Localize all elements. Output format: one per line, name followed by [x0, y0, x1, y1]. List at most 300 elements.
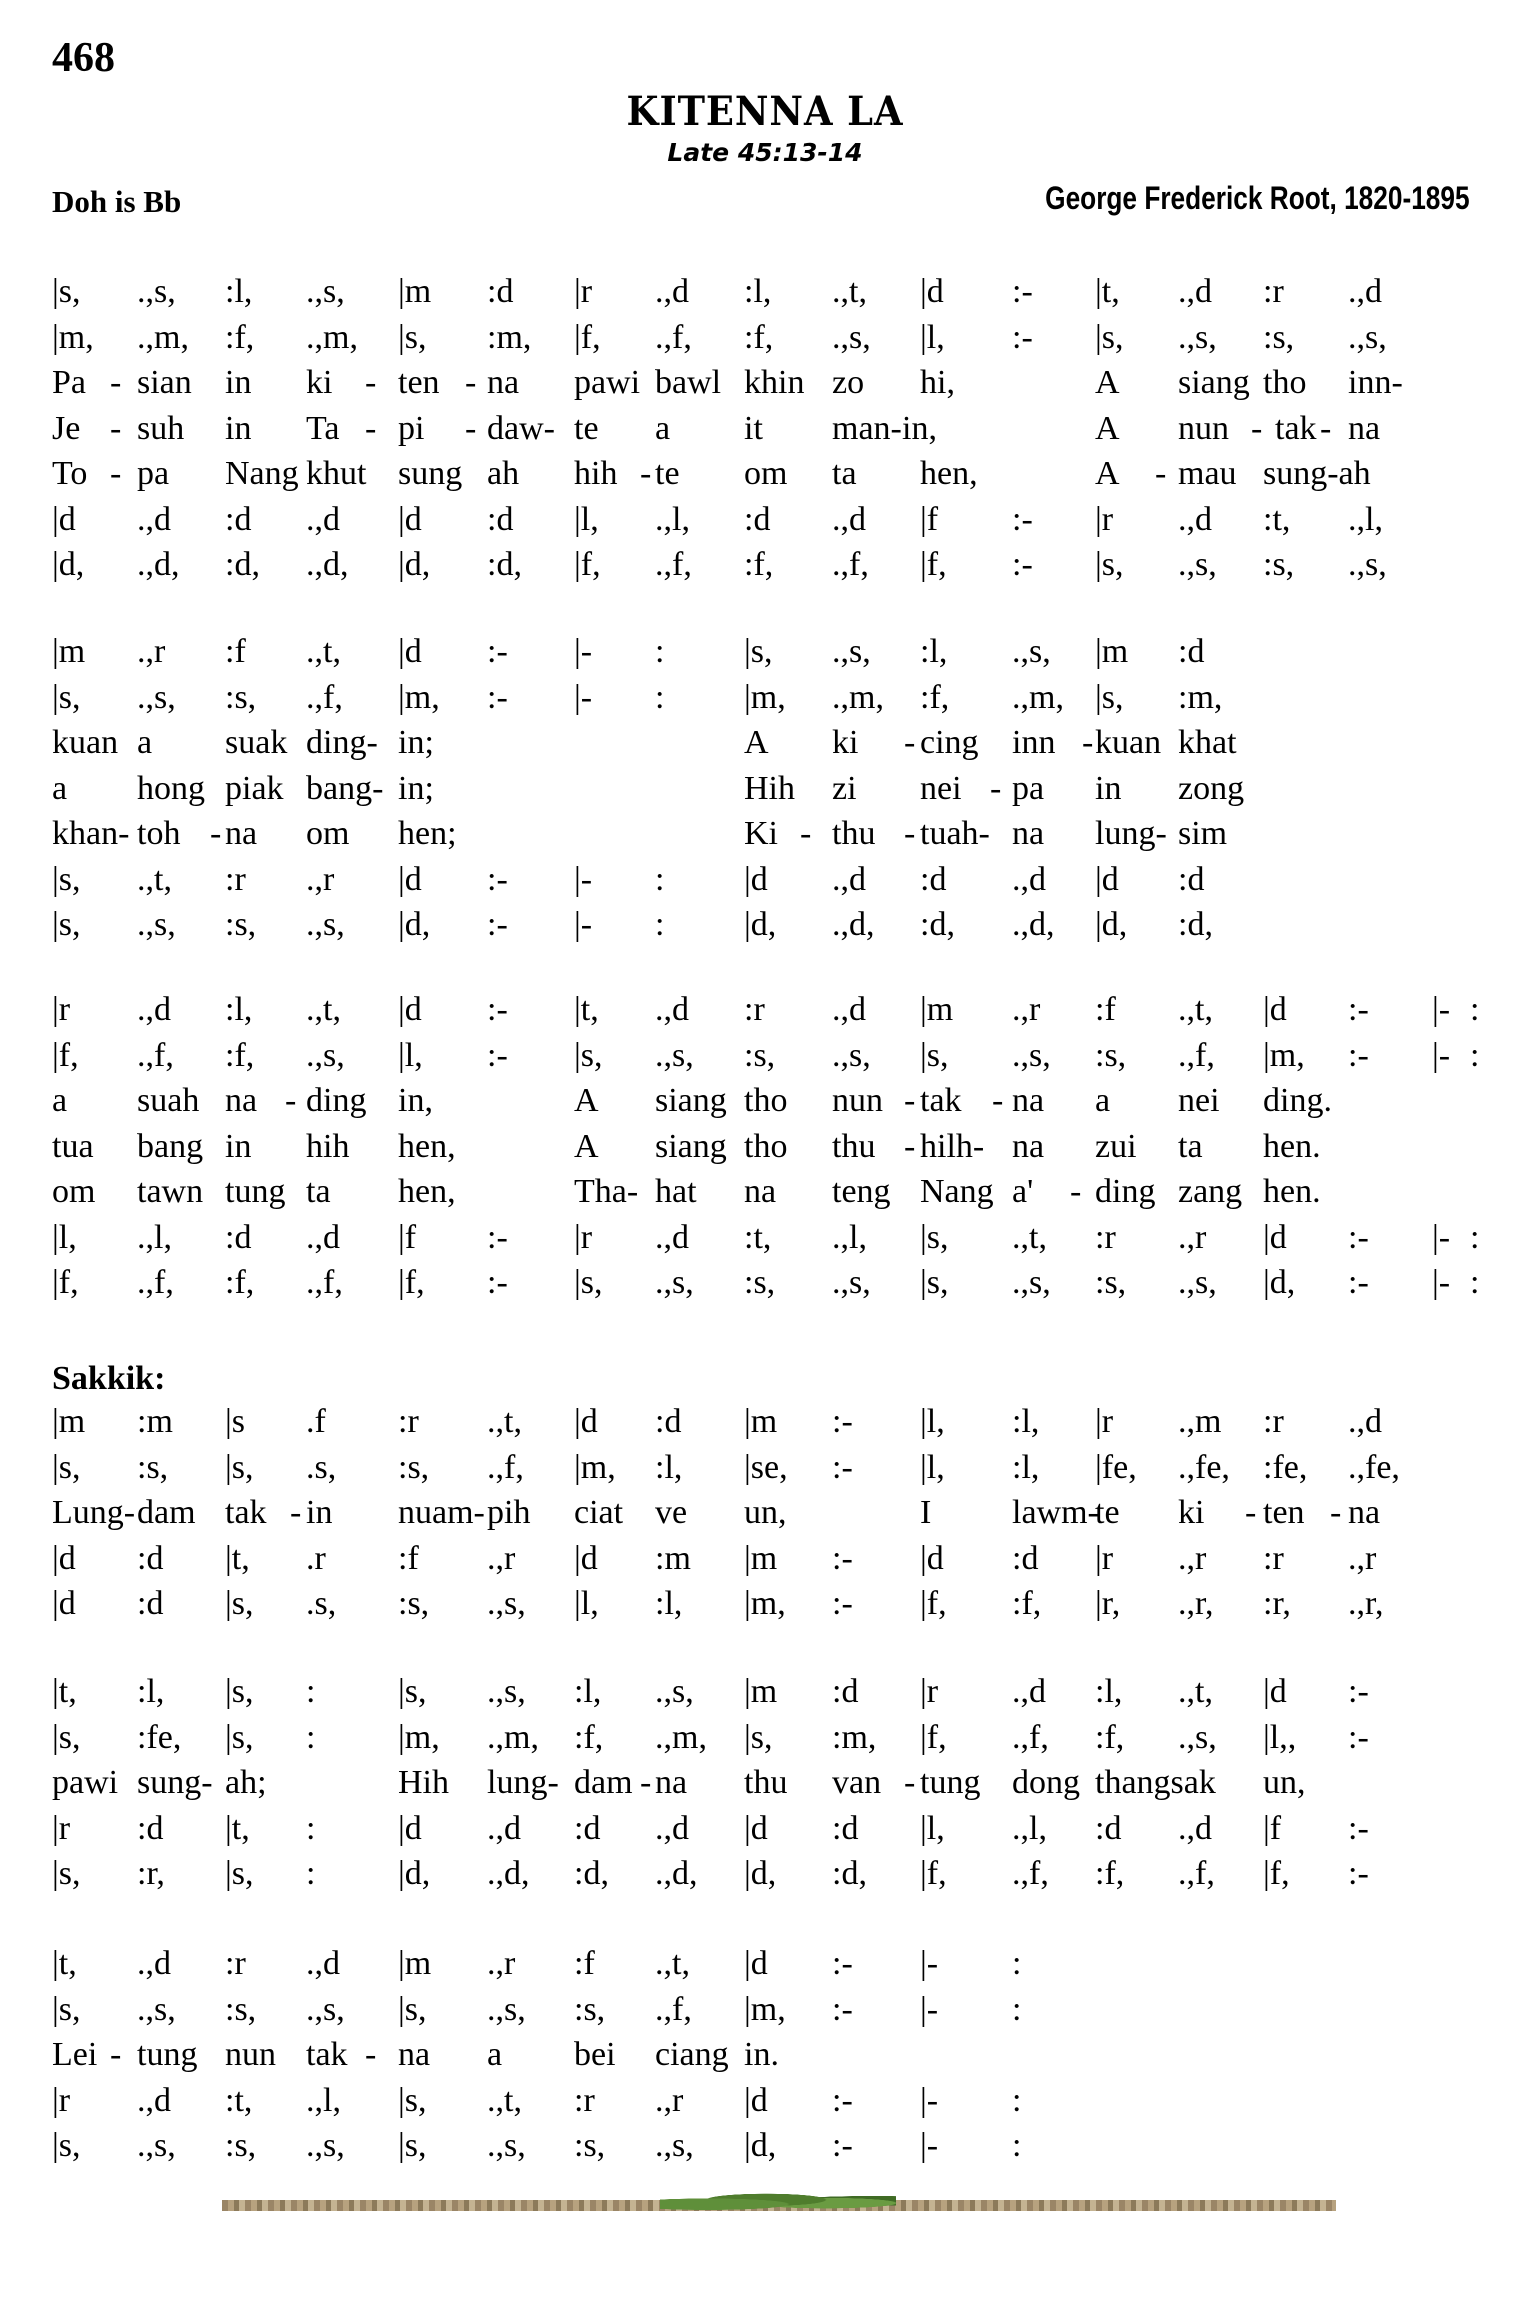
lyric-syllable: na: [1012, 1082, 1045, 1119]
solfa-note: :m,: [487, 318, 532, 356]
solfa-note: :s,: [398, 1448, 430, 1486]
lyric-syllable: na: [487, 364, 520, 401]
solfa-note: |m: [744, 1673, 778, 1710]
lyric-syllable: mau: [1178, 455, 1237, 492]
lyric-syllable: -: [110, 409, 122, 447]
solfa-note: :f,: [744, 546, 774, 583]
lyric-line: [0, 1170, 1530, 1214]
solfa-note: .,l,: [655, 500, 690, 538]
solfa-note: |s,: [52, 273, 81, 310]
lyric-syllable: a: [52, 769, 68, 807]
solfa-note: .,m,: [832, 678, 884, 716]
solfa-note: .,d,: [306, 546, 349, 583]
solfa-note: :r: [1095, 1218, 1116, 1256]
solfa-note: .,d: [832, 500, 866, 538]
solfa-note: :-: [487, 860, 508, 898]
lyric-syllable: daw-: [487, 409, 555, 447]
solfa-note: .,d: [655, 273, 689, 310]
solfa-note: .,d: [487, 1809, 521, 1847]
solfa-note: |s,: [920, 1036, 949, 1074]
solfa-note: |f: [398, 1218, 417, 1256]
solfa-note: :d: [487, 500, 514, 538]
solfa-note: |d: [398, 860, 422, 898]
lyric-syllable: -: [1330, 1494, 1342, 1531]
solfa-note: |s,: [225, 1673, 254, 1710]
lyric-syllable: kuan: [1095, 724, 1162, 761]
solfa-note: |m,: [744, 1585, 786, 1622]
lyric-syllable: sung: [398, 455, 463, 492]
solfa-note: :l,: [655, 1448, 683, 1486]
lyric-syllable: -: [465, 364, 477, 401]
solfa-note: :d,: [574, 1855, 609, 1892]
lyric-syllable: in: [306, 1494, 333, 1531]
lyric-syllable: nei: [920, 769, 962, 807]
solfa-note: .,s,: [1012, 1036, 1051, 1074]
solfa-note: |fe,: [1095, 1448, 1137, 1486]
solfa-note: |-: [1432, 1218, 1451, 1256]
solfa-note: |l,: [920, 1448, 945, 1486]
solfa-note: |d: [1263, 1218, 1287, 1256]
lyric-syllable: lung-: [487, 1764, 559, 1801]
solfa-note: .,d: [137, 2081, 171, 2119]
solfa-note: .,t,: [306, 991, 341, 1028]
solfa-note: .,fe,: [1178, 1448, 1230, 1486]
solfa-note: :: [1012, 1945, 1022, 1982]
solfa-note: :: [1470, 991, 1480, 1028]
lyric-syllable: tuah-: [920, 815, 990, 852]
scripture-reference: Late 45:13-14: [667, 138, 863, 167]
lyric-syllable: -: [904, 1764, 916, 1801]
solfa-note: :-: [1348, 1036, 1369, 1074]
solfa-note: |s,: [920, 1264, 949, 1301]
solfa-note-line: [0, 630, 1530, 674]
lyric-syllable: pi: [398, 409, 425, 447]
solfa-note: :l,: [1012, 1448, 1040, 1486]
solfa-note: |s,: [225, 1718, 254, 1756]
solfa-note: :-: [832, 1945, 853, 1982]
lyric-syllable: A: [744, 724, 769, 761]
lyric-syllable: dam: [574, 1764, 633, 1801]
lyric-syllable: in;: [398, 724, 434, 761]
solfa-note: :l,: [225, 991, 253, 1028]
solfa-note: :s,: [225, 906, 257, 943]
lyric-syllable: -: [990, 769, 1002, 807]
solfa-note: .,f,: [137, 1264, 174, 1301]
solfa-note: :s,: [1263, 318, 1295, 356]
solfa-note: .,d: [655, 1809, 689, 1847]
lyric-syllable: -: [210, 815, 222, 852]
lyric-syllable: Ta: [306, 409, 340, 447]
lyric-syllable: un,: [1263, 1764, 1306, 1801]
solfa-note: :r,: [137, 1855, 165, 1892]
solfa-note: :-: [832, 1403, 853, 1440]
lyric-syllable: To: [52, 455, 88, 492]
solfa-note: .,s,: [137, 906, 176, 943]
lyric-line: [0, 452, 1530, 496]
solfa-note: |r: [1095, 1539, 1114, 1577]
solfa-note: :fe,: [137, 1718, 182, 1756]
solfa-note: .,s,: [832, 1036, 871, 1074]
lyric-syllable: -: [110, 364, 122, 401]
solfa-note: |d,: [1095, 906, 1128, 943]
solfa-note: .,r: [1012, 991, 1041, 1028]
lyric-syllable: te: [1095, 1494, 1120, 1531]
solfa-note: .,s,: [487, 2127, 526, 2164]
solfa-note: .,fe,: [1348, 1448, 1400, 1486]
solfa-note: |m: [52, 1403, 86, 1440]
solfa-note: :d,: [225, 546, 260, 583]
lyric-syllable: un,: [744, 1494, 787, 1531]
solfa-note: :s,: [225, 1990, 257, 2028]
solfa-note: .,d,: [487, 1855, 530, 1892]
solfa-note: .,d: [306, 1218, 340, 1256]
solfa-note: |r: [52, 1809, 71, 1847]
lyric-syllable: in,: [902, 409, 937, 447]
solfa-note: .,r: [1178, 1539, 1207, 1577]
solfa-note: :-: [487, 1218, 508, 1256]
solfa-note: .,s,: [1012, 633, 1051, 670]
solfa-note: :d,: [1178, 906, 1213, 943]
solfa-note-line: [0, 1216, 1530, 1260]
solfa-note: |s,: [1095, 318, 1124, 356]
solfa-note: :m: [655, 1539, 691, 1577]
solfa-note: .,s,: [655, 1264, 694, 1301]
lyric-syllable: teng: [832, 1173, 891, 1210]
solfa-note: :r: [574, 2081, 595, 2119]
solfa-note: |d,: [744, 1855, 777, 1892]
solfa-note: |l,: [920, 318, 945, 356]
solfa-note: |f,: [398, 1264, 425, 1301]
solfa-note: :f,: [1095, 1718, 1125, 1756]
lyric-syllable: A: [1095, 455, 1120, 492]
solfa-note-line: [0, 988, 1530, 1032]
lyric-syllable: tawn: [137, 1173, 204, 1210]
solfa-note: |d,: [744, 2127, 777, 2164]
solfa-note: :d: [920, 860, 947, 898]
solfa-note: .,s,: [487, 1673, 526, 1710]
solfa-note: |-: [920, 2127, 939, 2164]
lyric-syllable: khan-: [52, 815, 130, 852]
solfa-note: .,f,: [655, 1990, 692, 2028]
solfa-note: .,d: [832, 991, 866, 1028]
solfa-note: |s: [225, 1403, 246, 1440]
solfa-note: |d,: [398, 1855, 431, 1892]
solfa-note-line: [0, 858, 1530, 902]
lyric-line: [0, 407, 1530, 451]
solfa-note: |f,: [920, 546, 947, 583]
solfa-note: .,r,: [1348, 1585, 1384, 1622]
solfa-note: :s,: [225, 678, 257, 716]
solfa-note: :r: [225, 860, 246, 898]
solfa-note: :d: [137, 1539, 164, 1577]
solfa-note: :f,: [225, 1036, 255, 1074]
lyric-syllable: om: [52, 1173, 96, 1210]
solfa-note: .,t,: [832, 273, 867, 310]
lyric-syllable: -: [1251, 409, 1263, 447]
solfa-note: |l,: [920, 1809, 945, 1847]
lyric-syllable: ciat: [574, 1494, 624, 1531]
lyric-syllable: sung-ah: [1263, 455, 1371, 492]
lyric-syllable: Pa: [52, 364, 86, 401]
lyric-syllable: tho: [1263, 364, 1307, 401]
solfa-note: |-: [920, 2081, 939, 2119]
solfa-note: |s,: [744, 1718, 773, 1756]
solfa-note: :m,: [1178, 678, 1223, 716]
lyric-syllable: thu: [832, 1127, 876, 1165]
solfa-note: |s,: [920, 1218, 949, 1256]
solfa-note: .,r: [306, 860, 335, 898]
lyric-line: [0, 721, 1530, 765]
solfa-note: |d: [744, 2081, 768, 2119]
solfa-note-line: [0, 1400, 1530, 1444]
lyric-syllable: -: [465, 409, 477, 447]
solfa-note: :-: [1348, 1855, 1369, 1892]
lyric-syllable: inn-: [1348, 364, 1403, 401]
solfa-note: :d: [137, 1809, 164, 1847]
solfa-note: |s,: [574, 1036, 603, 1074]
solfa-note: :s,: [1263, 546, 1295, 583]
solfa-note: :-: [487, 678, 508, 716]
lyric-syllable: tua: [52, 1127, 94, 1165]
lyric-syllable: -: [1082, 724, 1094, 761]
lyric-syllable: zo: [832, 364, 865, 401]
lyric-syllable: nun: [225, 2036, 276, 2073]
solfa-note: :d: [225, 500, 252, 538]
lyric-syllable: na: [1012, 1127, 1045, 1165]
solfa-note: |s,: [1095, 678, 1124, 716]
lyric-syllable: -: [1070, 1173, 1082, 1210]
solfa-note: :r: [1263, 1403, 1284, 1440]
lyric-syllable: lung-: [1095, 815, 1167, 852]
solfa-note: .,d,: [832, 906, 875, 943]
solfa-note: |l,: [574, 500, 599, 538]
solfa-note: :-: [487, 1036, 508, 1074]
lyric-syllable: -: [800, 815, 812, 852]
solfa-note: .,t,: [1178, 991, 1213, 1028]
solfa-note: |s,: [52, 906, 81, 943]
solfa-note: :-: [1012, 500, 1033, 538]
lyric-syllable: -: [1245, 1494, 1257, 1531]
solfa-note: .,s,: [1178, 546, 1217, 583]
solfa-note: |se,: [744, 1448, 788, 1486]
lyric-syllable: siang: [1178, 364, 1250, 401]
solfa-note: :d,: [832, 1855, 867, 1892]
lyric-syllable: hen,: [398, 1127, 456, 1165]
lyric-syllable: Lung-: [52, 1494, 136, 1531]
lyric-syllable: hilh-: [920, 1127, 985, 1165]
solfa-note: |s,: [52, 1855, 81, 1892]
lyric-syllable: om: [306, 815, 350, 852]
solfa-note: |m: [744, 1539, 778, 1577]
lyric-syllable: hong: [137, 769, 205, 807]
solfa-note: .,d: [655, 1218, 689, 1256]
solfa-note: .r: [306, 1539, 326, 1577]
solfa-note: |s,: [52, 860, 81, 898]
solfa-note: .,s,: [832, 318, 871, 356]
lyric-syllable: lawm-: [1012, 1494, 1099, 1531]
solfa-note: .,d: [1178, 1809, 1212, 1847]
lyric-syllable: pawi: [52, 1764, 119, 1801]
lyric-syllable: siang: [655, 1127, 727, 1165]
solfa-note: |-: [574, 633, 593, 670]
solfa-note: |f: [920, 500, 939, 538]
solfa-note: |d: [574, 1539, 598, 1577]
solfa-note: .,s,: [306, 1990, 345, 2028]
solfa-note: |r,: [1095, 1585, 1121, 1622]
solfa-note: .,s,: [655, 2127, 694, 2164]
solfa-note: |r: [1095, 1403, 1114, 1440]
lyric-syllable: -: [285, 1082, 297, 1119]
solfa-note: |d,: [398, 546, 431, 583]
solfa-note: .,r: [1178, 1218, 1207, 1256]
solfa-note: :f,: [225, 318, 255, 356]
solfa-note: |-: [1432, 1264, 1451, 1301]
solfa-note: |-: [920, 1945, 939, 1982]
solfa-note: |t,: [225, 1539, 250, 1577]
composer-credit: George Frederick Root, 1820-1895: [1045, 180, 1470, 216]
solfa-note: .,s,: [487, 1990, 526, 2028]
lyric-syllable: -: [904, 724, 916, 761]
lyric-syllable: khin: [744, 364, 805, 401]
lyric-syllable: in: [225, 364, 252, 401]
solfa-note: :-: [487, 1264, 508, 1301]
lyric-syllable: in: [1095, 769, 1122, 807]
lyric-syllable: te: [655, 455, 680, 492]
solfa-note: |f,: [574, 546, 601, 583]
lyric-syllable: na: [398, 2036, 431, 2073]
solfa-note: :l,: [574, 1673, 602, 1710]
solfa-note: .,d: [306, 500, 340, 538]
lyric-line: [0, 2033, 1530, 2077]
solfa-note: :s,: [1095, 1264, 1127, 1301]
solfa-note: :f,: [225, 1264, 255, 1301]
solfa-note: .s,: [306, 1585, 337, 1622]
solfa-note: :: [306, 1809, 316, 1847]
lyric-syllable: a: [655, 409, 671, 447]
solfa-note: .,t,: [487, 1403, 522, 1440]
solfa-note: |r: [574, 273, 593, 310]
solfa-note: :: [655, 860, 665, 898]
key-signature: Doh is Bb: [52, 184, 182, 219]
solfa-note: .,s,: [1178, 1264, 1217, 1301]
solfa-note: .,d: [1178, 500, 1212, 538]
lyric-syllable: tak: [1275, 409, 1317, 447]
lyric-syllable: ten: [1263, 1494, 1305, 1531]
solfa-note: |d,: [398, 906, 431, 943]
lyric-syllable: Nang: [225, 455, 299, 492]
lyric-syllable: na: [1012, 815, 1045, 852]
solfa-note: .,d: [1178, 273, 1212, 310]
lyric-syllable: -: [1155, 455, 1167, 492]
lyric-syllable: zi: [832, 769, 857, 807]
lyric-syllable: man-: [832, 409, 902, 447]
lyric-syllable: hen,: [398, 1173, 456, 1210]
solfa-note-line: [0, 1582, 1530, 1626]
solfa-note: :-: [832, 1448, 853, 1486]
lyric-syllable: A: [574, 1082, 599, 1119]
solfa-note: |d,: [744, 906, 777, 943]
lyric-syllable: ding: [1095, 1173, 1156, 1210]
lyric-syllable: ding.: [1263, 1082, 1332, 1119]
solfa-note: |s,: [52, 1448, 81, 1486]
solfa-note-line: [0, 543, 1530, 587]
solfa-note: :r: [744, 991, 765, 1028]
solfa-note: :f: [1095, 991, 1116, 1028]
solfa-note: |s,: [52, 1990, 81, 2028]
lyric-syllable: sung-: [137, 1764, 213, 1801]
solfa-note: .,s,: [832, 1264, 871, 1301]
lyric-syllable: piak: [225, 769, 284, 807]
solfa-note: .,l,: [306, 2081, 341, 2119]
solfa-note: .,d: [137, 500, 171, 538]
solfa-note: :r: [1263, 273, 1284, 310]
solfa-note-line: [0, 1537, 1530, 1581]
lyric-syllable: thu: [832, 815, 876, 852]
solfa-note: :d: [655, 1403, 682, 1440]
solfa-note: :t,: [744, 1218, 772, 1256]
lyric-syllable: tung: [920, 1764, 981, 1801]
solfa-note: |r: [574, 1218, 593, 1256]
solfa-note: :-: [1348, 1218, 1369, 1256]
lyric-syllable: ve: [655, 1494, 688, 1531]
solfa-note: :: [1012, 2127, 1022, 2164]
solfa-note-line: [0, 1446, 1530, 1490]
lyric-syllable: bei: [574, 2036, 616, 2073]
solfa-note: |m,: [52, 318, 94, 356]
lyric-line: [0, 361, 1530, 405]
lyric-syllable: om: [744, 455, 788, 492]
lyric-syllable: nuam-: [398, 1494, 485, 1531]
solfa-note: :r: [1263, 1539, 1284, 1577]
solfa-note: .,s,: [306, 906, 345, 943]
lyric-line: [0, 1079, 1530, 1123]
solfa-note: :d: [487, 273, 514, 310]
solfa-note: .,l,: [1012, 1809, 1047, 1847]
lyric-syllable: zong: [1178, 769, 1245, 807]
solfa-note: :l,: [744, 273, 772, 310]
solfa-note: :l,: [225, 273, 253, 310]
solfa-note: .,f,: [655, 318, 692, 356]
solfa-note-line: [0, 1807, 1530, 1851]
lyric-syllable: -: [1320, 409, 1332, 447]
lyric-syllable: Ki: [744, 815, 778, 852]
solfa-note: |t,: [574, 991, 599, 1028]
lyric-syllable: Hih: [398, 1764, 449, 1801]
solfa-note: |d: [744, 860, 768, 898]
solfa-note: |m,: [398, 1718, 440, 1756]
solfa-note: :t,: [225, 2081, 253, 2119]
solfa-note: .,t,: [487, 2081, 522, 2119]
solfa-note: |m,: [744, 678, 786, 716]
lyric-syllable: ding: [306, 1082, 367, 1119]
solfa-note: |f,: [52, 1036, 79, 1074]
solfa-note: :: [1470, 1218, 1480, 1256]
solfa-note: :l,: [1095, 1673, 1123, 1710]
solfa-note: :r: [398, 1403, 419, 1440]
lyric-syllable: cing: [920, 724, 979, 761]
lyric-syllable: hen;: [398, 815, 457, 852]
solfa-note: |l,: [398, 1036, 423, 1074]
solfa-note: :-: [1012, 318, 1033, 356]
solfa-note: :-: [1348, 1718, 1369, 1756]
solfa-note: :m: [137, 1403, 173, 1440]
solfa-note: :-: [1348, 991, 1369, 1028]
solfa-note: :-: [1348, 1809, 1369, 1847]
solfa-note: |m: [920, 991, 954, 1028]
solfa-note: :-: [487, 991, 508, 1028]
solfa-note: |r: [52, 991, 71, 1028]
solfa-note: |d: [398, 1809, 422, 1847]
